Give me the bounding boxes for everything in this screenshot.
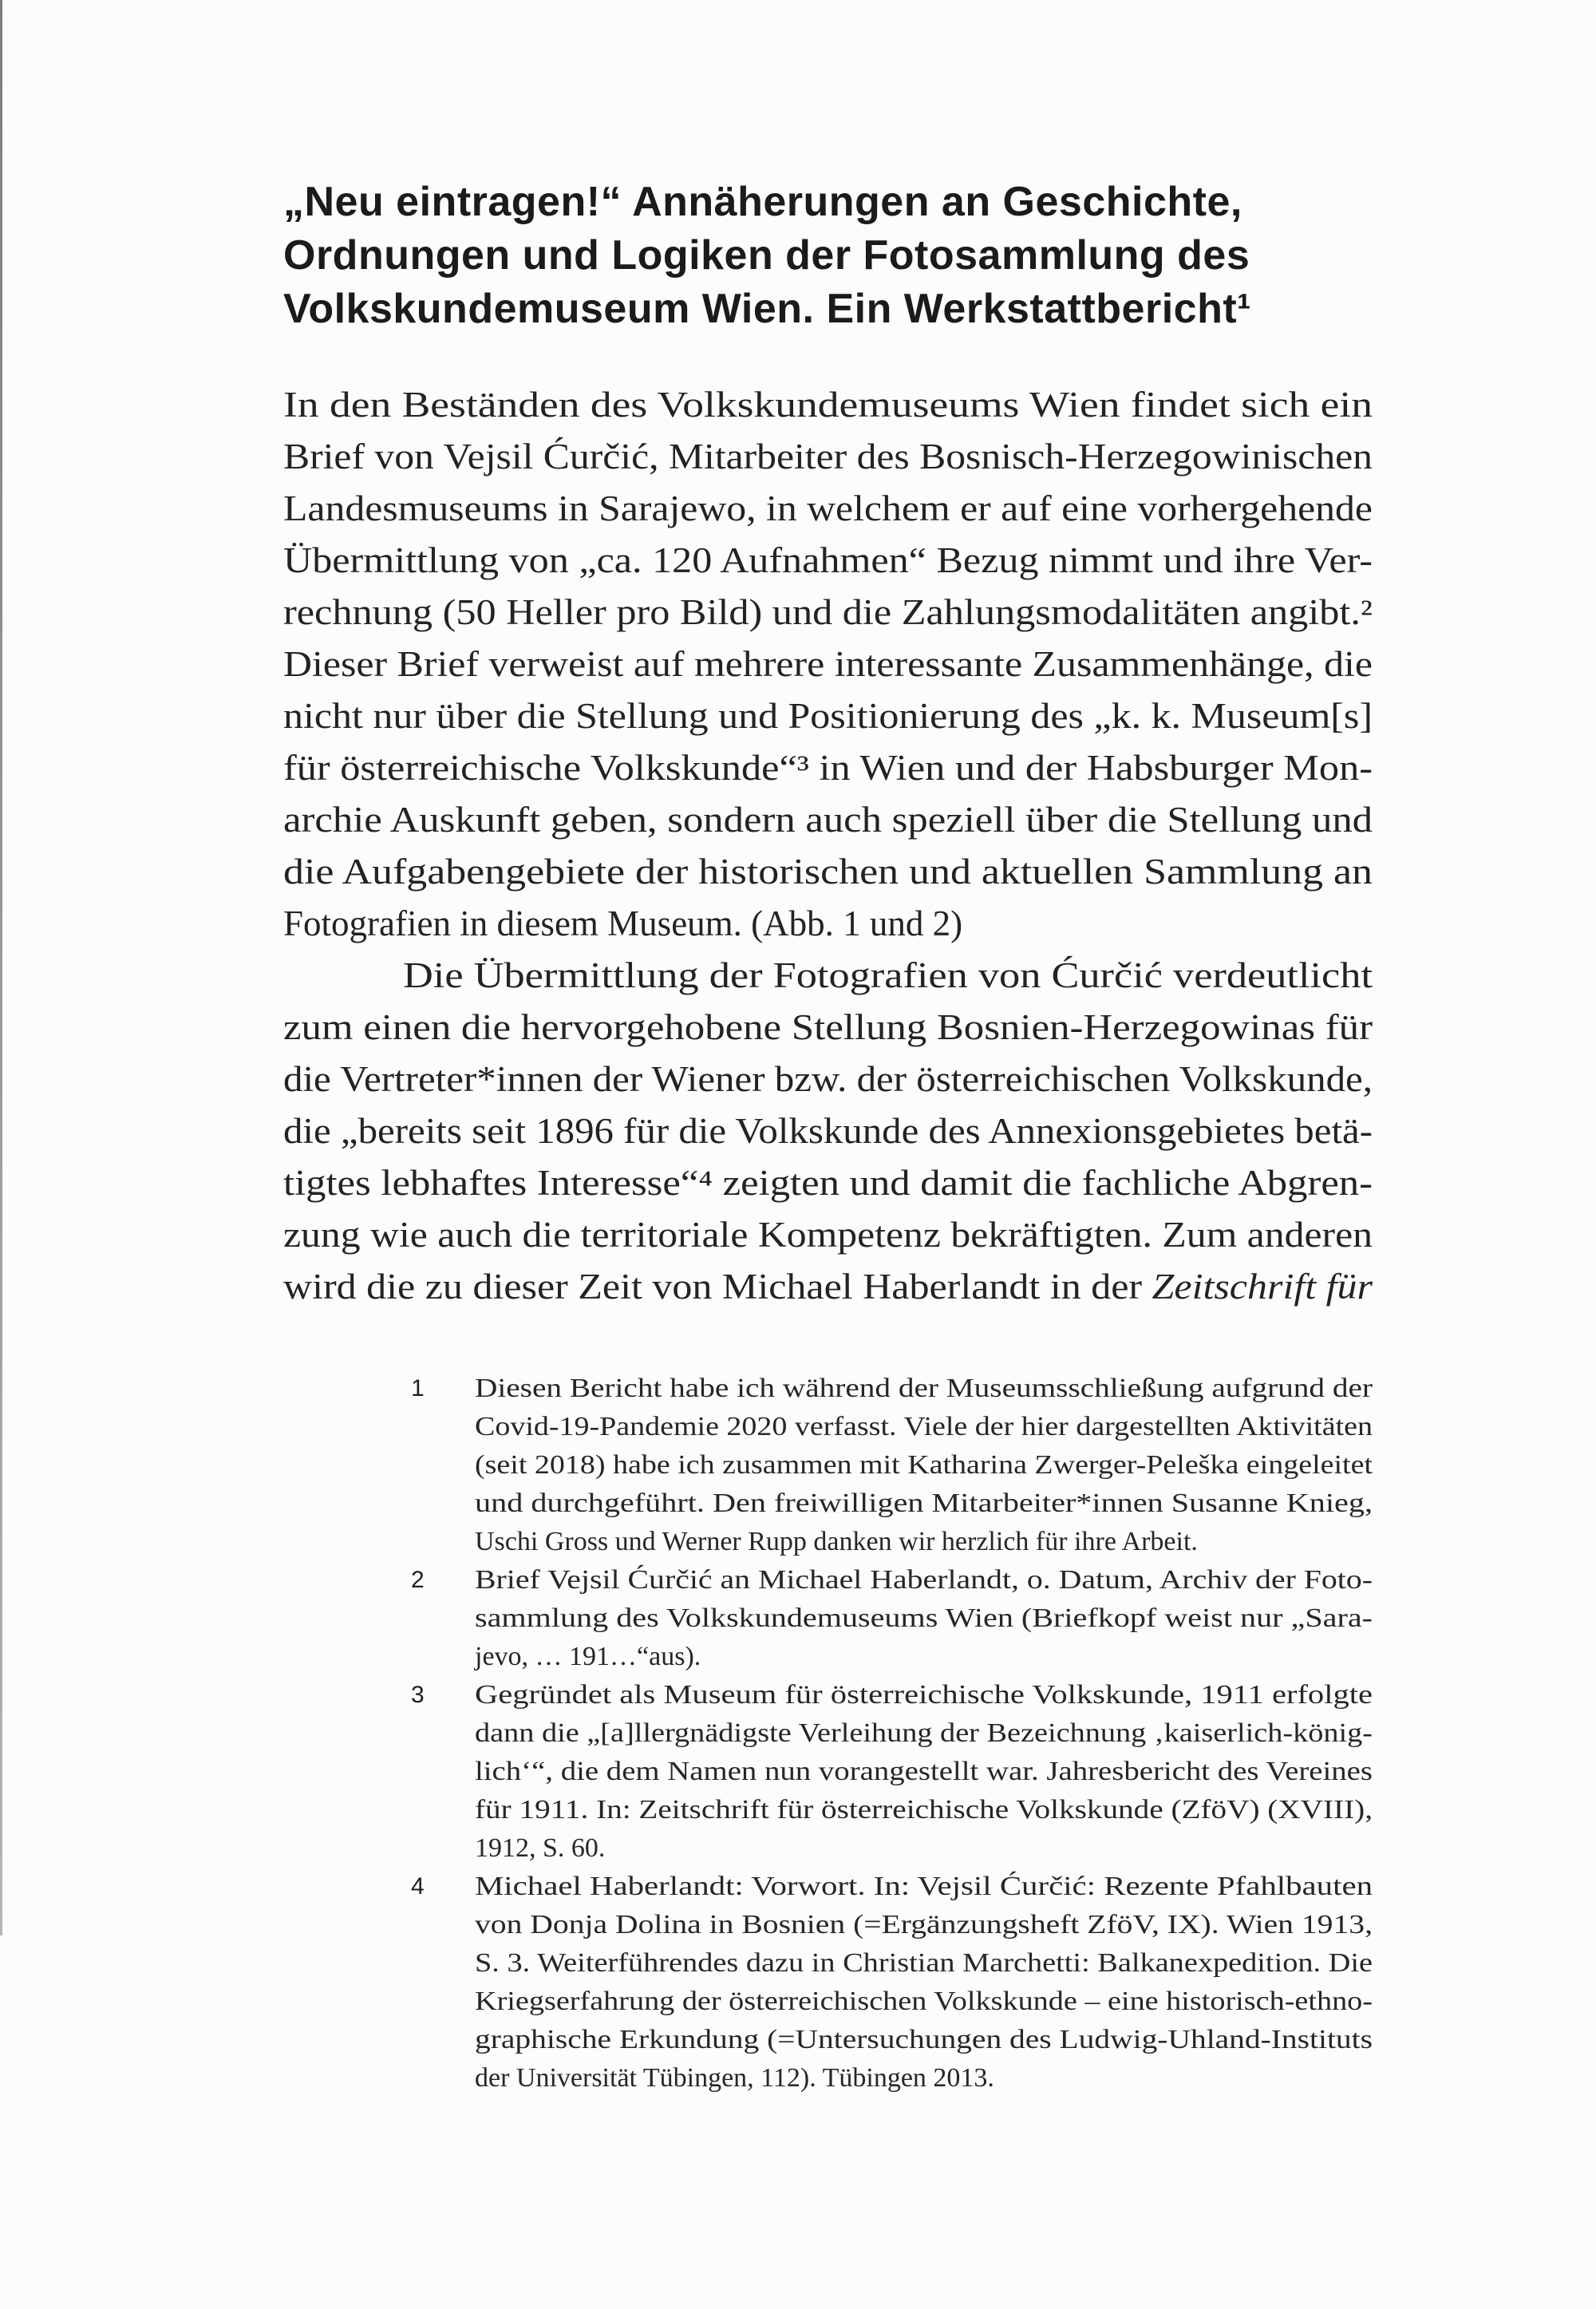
footnote-line: dann die „[a]llergnädigste Verleihung der Bezeichnung ‚kaiserlich-könig- [475,1718,1373,1748]
footnote-line: von Donja Dolina in Bosnien (=Ergänzungsheft ZföV, IX). Wien 1913, [475,1910,1373,1939]
body-line: Die Übermittlung der Fotografien von Ćurčić verdeutlicht [403,955,1373,995]
footnote-number: 3 [411,1682,425,1708]
body-line: wird die zu dieser Zeit von Michael Haberlandt in der Zeitschrift für [283,1267,1373,1307]
body-line: die Aufgabengebiete der historischen und aktuellen Sammlung an [283,852,1373,892]
footnote-line: lich‘“, die dem Namen nun vorangestellt war. Jahresbericht des Vereines [475,1757,1373,1786]
footnote-line: Diesen Bericht habe ich während der Museumsschließung aufgrund der [475,1374,1373,1403]
italic-journal-title: Zeitschrift für [1152,1267,1373,1307]
title-line: Volkskundemuseum Wien. Ein Werkstattbericht¹ [283,286,1251,332]
footnote-line: Kriegserfahrung der österreichischen Volkskunde – eine historisch-ethno- [475,1987,1373,2016]
footnote-text [475,1676,1373,1868]
footnote-line: (seit 2018) habe ich zusammen mit Katharina Zwerger-Peleška eingeleitet [475,1450,1373,1480]
footnote-line: jevo, … 191…“aus). [475,1642,701,1671]
body-line: die Vertreter*innen der Wiener bzw. der österreichischen Volkskunde, [283,1059,1373,1099]
footnote-number: 4 [411,1873,425,1900]
footnote-item [283,1868,1373,2097]
footnote-section [283,1370,1373,2097]
footnote-number: 2 [411,1567,425,1593]
body-line: Dieser Brief verweist auf mehrere interessante Zusammenhänge, die [283,644,1373,684]
page-left-scan-edge-line [0,0,2,1935]
body-line: die „bereits seit 1896 für die Volkskunde des Annexionsgebietes betä- [283,1111,1373,1151]
body-line: Brief von Vejsil Ćurčić, Mitarbeiter des Bosnisch-Herzegowinischen [283,437,1373,476]
footnote-line: und durchgeführt. Den freiwilligen Mitarbeiter*innen Susanne Knieg, [475,1489,1373,1518]
footnote-line: sammlung des Volkskundemuseums Wien (Briefkopf weist nur „Sara- [475,1603,1373,1633]
body-line: nicht nur über die Stellung und Positionierung des „k. k. Museum[s] [283,696,1373,736]
footnote-item [283,1561,1373,1676]
footnote-line: Gegründet als Museum für österreichische Volkskunde, 1911 erfolgte [475,1680,1373,1710]
body-line: zum einen die hervorgehobene Stellung Bosnien-Herzegowinas für [283,1007,1373,1047]
footnote-line: S. 3. Weiterführendes dazu in Christian Marchetti: Balkanexpedition. Die [475,1948,1373,1978]
footnote-line: graphische Erkundung (=Untersuchungen des Ludwig-Uhland-Instituts [475,2025,1373,2054]
article-title [283,176,1416,336]
body-line: zung wie auch die territoriale Kompetenz bekräftigten. Zum anderen [283,1215,1373,1255]
footnote-item [283,1676,1373,1868]
footnote-line: Michael Haberlandt: Vorwort. In: Vejsil Ćurčić: Rezente Pfahlbauten [475,1872,1373,1901]
footnote-number: 1 [411,1375,425,1402]
footnote-line: 1912, S. 60. [475,1833,606,1863]
body-line: Fotografien in diesem Museum. (Abb. 1 und 2) [283,903,963,943]
footnote-line: für 1911. In: Zeitschrift für österreichische Volkskunde (ZföV) (XVIII), [475,1795,1373,1825]
title-line: Ordnungen und Logiken der Fotosammlung des [283,232,1250,279]
body-text-column [283,379,1373,1313]
footnote-text [475,1370,1373,1561]
footnote-text [475,1561,1373,1676]
body-line: archie Auskunft geben, sondern auch speziell über die Stellung und [283,800,1373,840]
footnote-item [283,1370,1373,1561]
footnote-line: Uschi Gross und Werner Rupp danken wir herzlich für ihre Arbeit. [475,1527,1198,1556]
body-line: Übermittlung von „ca. 120 Aufnahmen“ Bezug nimmt und ihre Ver- [283,540,1373,580]
body-line: für österreichische Volkskunde“³ in Wien und der Habsburger Mon- [283,748,1373,788]
footnote-line: Brief Vejsil Ćurčić an Michael Haberlandt, o. Datum, Archiv der Foto- [475,1565,1373,1595]
body-line: In den Beständen des Volkskundemuseums Wien findet sich ein [283,385,1373,425]
footnote-line: Covid-19-Pandemie 2020 verfasst. Viele der hier dargestellten Aktivitäten [475,1412,1373,1441]
body-line: Landesmuseums in Sarajewo, in welchem er auf eine vorhergehende [283,488,1373,528]
title-line: „Neu eintragen!“ Annäherungen an Geschichte, [283,179,1242,225]
body-line: tigtes lebhaftes Interesse“⁴ zeigten und damit die fachliche Abgren- [283,1163,1373,1203]
footnote-line: der Universität Tübingen, 112). Tübingen 2013. [475,2063,994,2093]
footnote-text [475,1868,1373,2097]
body-line: rechnung (50 Heller pro Bild) und die Zahlungsmodalitäten angibt.² [283,592,1373,632]
